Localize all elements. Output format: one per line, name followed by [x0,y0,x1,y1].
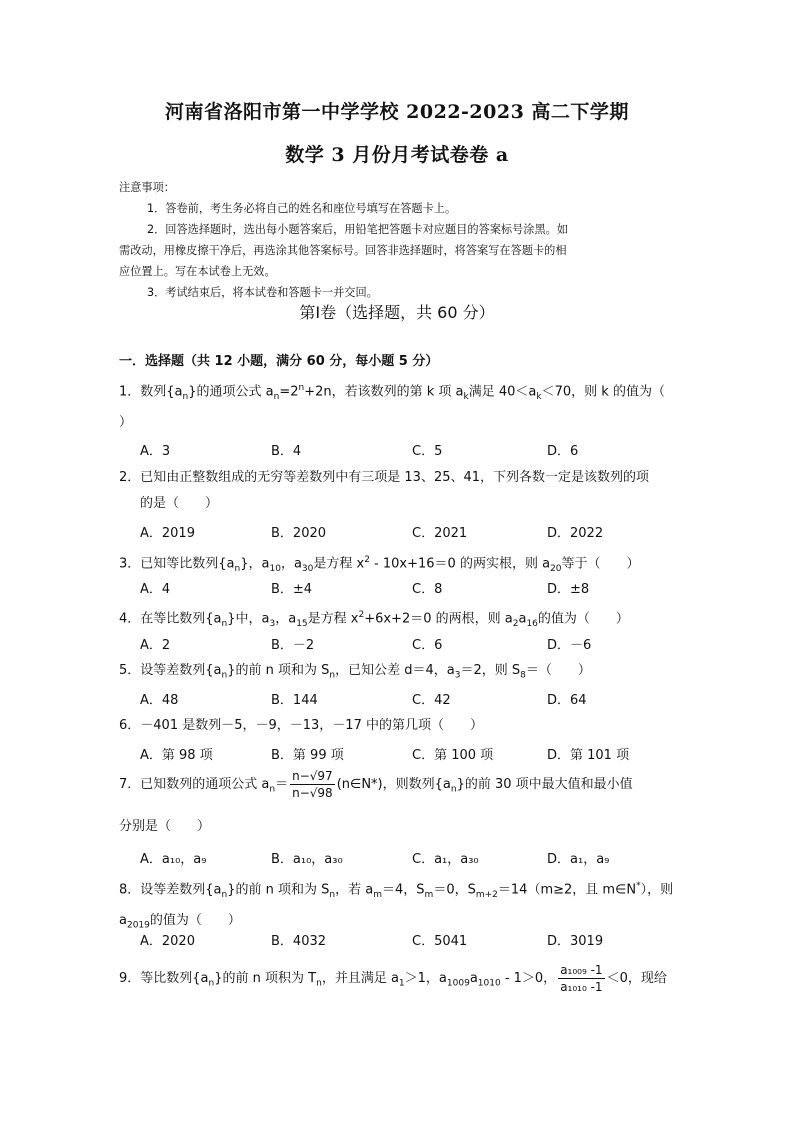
option-b[interactable]: B．144 [271,693,318,708]
section-title: 一．选择题（共 12 小题，满分 60 分，每小题 5 分） [119,354,439,369]
notes-item-1: 1．答卷前，考生务必将自己的姓名和座位号填写在答题卡上。 [147,202,457,215]
option-a[interactable]: A．2020 [140,934,195,949]
option-a[interactable]: A．4 [140,582,171,597]
option-b[interactable]: B．第 99 项 [271,748,344,763]
option-a[interactable]: A．2 [140,638,171,653]
option-d[interactable]: D．第 101 项 [547,748,630,763]
question-3: 3．已知等比数列$\{a_n\}$，$a_{10}$，$a_{30}$是方程 $x^2 - 10x+16=0$ 的两实根，则 $a_{20}$等于（ ） [119,555,640,574]
question-5-options [140,689,680,709]
option-d[interactable]: D．3019 [547,934,604,949]
option-b[interactable]: B．4 [271,444,302,459]
question-5: 5．设等差数列$\{a_n\}$的前 n 项和为 $S_n$，已知公差 d＝4，$a_3=2$，则 $S_8=$（ ） [119,663,591,681]
option-d[interactable]: D．64 [547,693,587,708]
notes-heading: 注意事项： [119,181,175,194]
option-b[interactable]: B．a₁₀，a₃₀ [271,852,343,867]
notes-item-2b: 需改动，用橡皮擦干净后，再选涂其他答案标号。回答非选择题时，将答案写在答题卡的相 [119,244,567,257]
exam-title-line2: 数学 3 月份月考试卷卷 a [285,144,509,166]
option-d[interactable]: D．2022 [547,526,604,541]
notes-item-3: 3．考试结束后，将本试卷和答题卡一并交回。 [147,286,378,299]
option-a[interactable]: A．48 [140,693,179,708]
option-c[interactable]: C．5 [412,444,443,459]
option-a[interactable]: A．3 [140,444,171,459]
option-c[interactable]: C．42 [412,693,451,708]
fraction: $\frac{n-√97}{n-√98}$ [292,769,333,800]
option-b[interactable]: B．±4 [271,582,313,597]
question-1-close: ） [119,414,133,430]
question-7-options [140,848,680,868]
option-a[interactable]: A．2019 [140,526,195,541]
notes-item-2a: 2．回答选择题时，选出每小题答案后，用铅笔把答题卡对应题目的答案标号涂黑。如 [147,223,569,236]
question-2-options [140,522,680,542]
question-6: 6．－401 是数列－5，－9，－13，－17 中的第几项（ ） [119,718,483,733]
question-1: 1．数列$\{a_n\}$的通项公式 $a_n=2^n+2n$，若该数列的第 k 项 $a_k$满足 $40<a_k<70$，则 k 的值为（ ） [119,378,679,433]
option-a[interactable]: A．第 98 项 [140,748,213,763]
option-d[interactable]: D．±8 [547,582,590,597]
option-c[interactable]: C．第 100 项 [412,748,494,763]
option-c[interactable]: C．2021 [412,526,468,541]
question-8-options [140,930,680,950]
question-4: 4．在等比数列$\{a_n\}$中，$a_3$，$a_{15}$是方程 $x^2+6x+2=0$ 的两根，则 $a_2a_{16}$的值为（ ） [119,610,629,629]
option-b[interactable]: B．2020 [271,526,327,541]
option-d[interactable]: D．－6 [547,638,592,653]
question-6-options [140,744,680,764]
notes-block [119,177,679,303]
part-title: 第Ⅰ卷（选择题，共 60 分） [299,303,495,322]
option-d[interactable]: D．a₁，a₉ [547,852,610,867]
question-9: 9．等比数列$\{a_n\}$的前 n 项积为 $T_n$，并且满足 $a_1>1$，$a_{1009}a_{1010} - 1>0$， $\frac{\text{a₁₀₀₉ -1}}{\text{a₁₀₁₀ -1}}$ ＜0，现给 [119,963,667,994]
option-c[interactable]: C．6 [412,638,443,653]
exam-title-line1: 河南省洛阳市第一中学学校 2022-2023 高二下学期 [165,101,629,123]
option-c[interactable]: C．5041 [412,934,468,949]
question-2: 2．已知由正整数组成的无穷等差数列中有三项是 13、25、41，下列各数一定是该数列的项 的是（ ） [119,470,650,511]
question-1-options [140,440,680,460]
question-3-options [140,578,680,598]
notes-item-2c: 应位置上。写在本试卷上无效。 [119,265,276,278]
question-7: 7．已知数列的通项公式 $a_n=$ $\frac{n-√97}{n-√98}$ (n∈N*)，则数列$\{a_n\}$的前 30 项中最大值和最小值 分别是（ ） [119,769,633,834]
option-d[interactable]: D．6 [547,444,579,459]
option-b[interactable]: B．4032 [271,934,327,949]
question-4-options [140,634,680,654]
question-8: 8．设等差数列$\{a_n\}$的前 n 项和为 $S_n$，若 $a_m=4$，$S_m=0$，$S_{m+2}=14(m\ge 2$，且 m∈N*），则 $a_{2019}$的值为（ ） [119,881,674,931]
option-b[interactable]: B．－2 [271,638,315,653]
fraction: $\frac{\text{a₁₀₀₉ -1}}{\text{a₁₀₁₀ -1}}$ [560,963,603,994]
option-c[interactable]: C．8 [412,582,443,597]
option-a[interactable]: A．a₁₀，a₉ [140,852,207,867]
option-c[interactable]: C．a₁，a₃₀ [412,852,479,867]
